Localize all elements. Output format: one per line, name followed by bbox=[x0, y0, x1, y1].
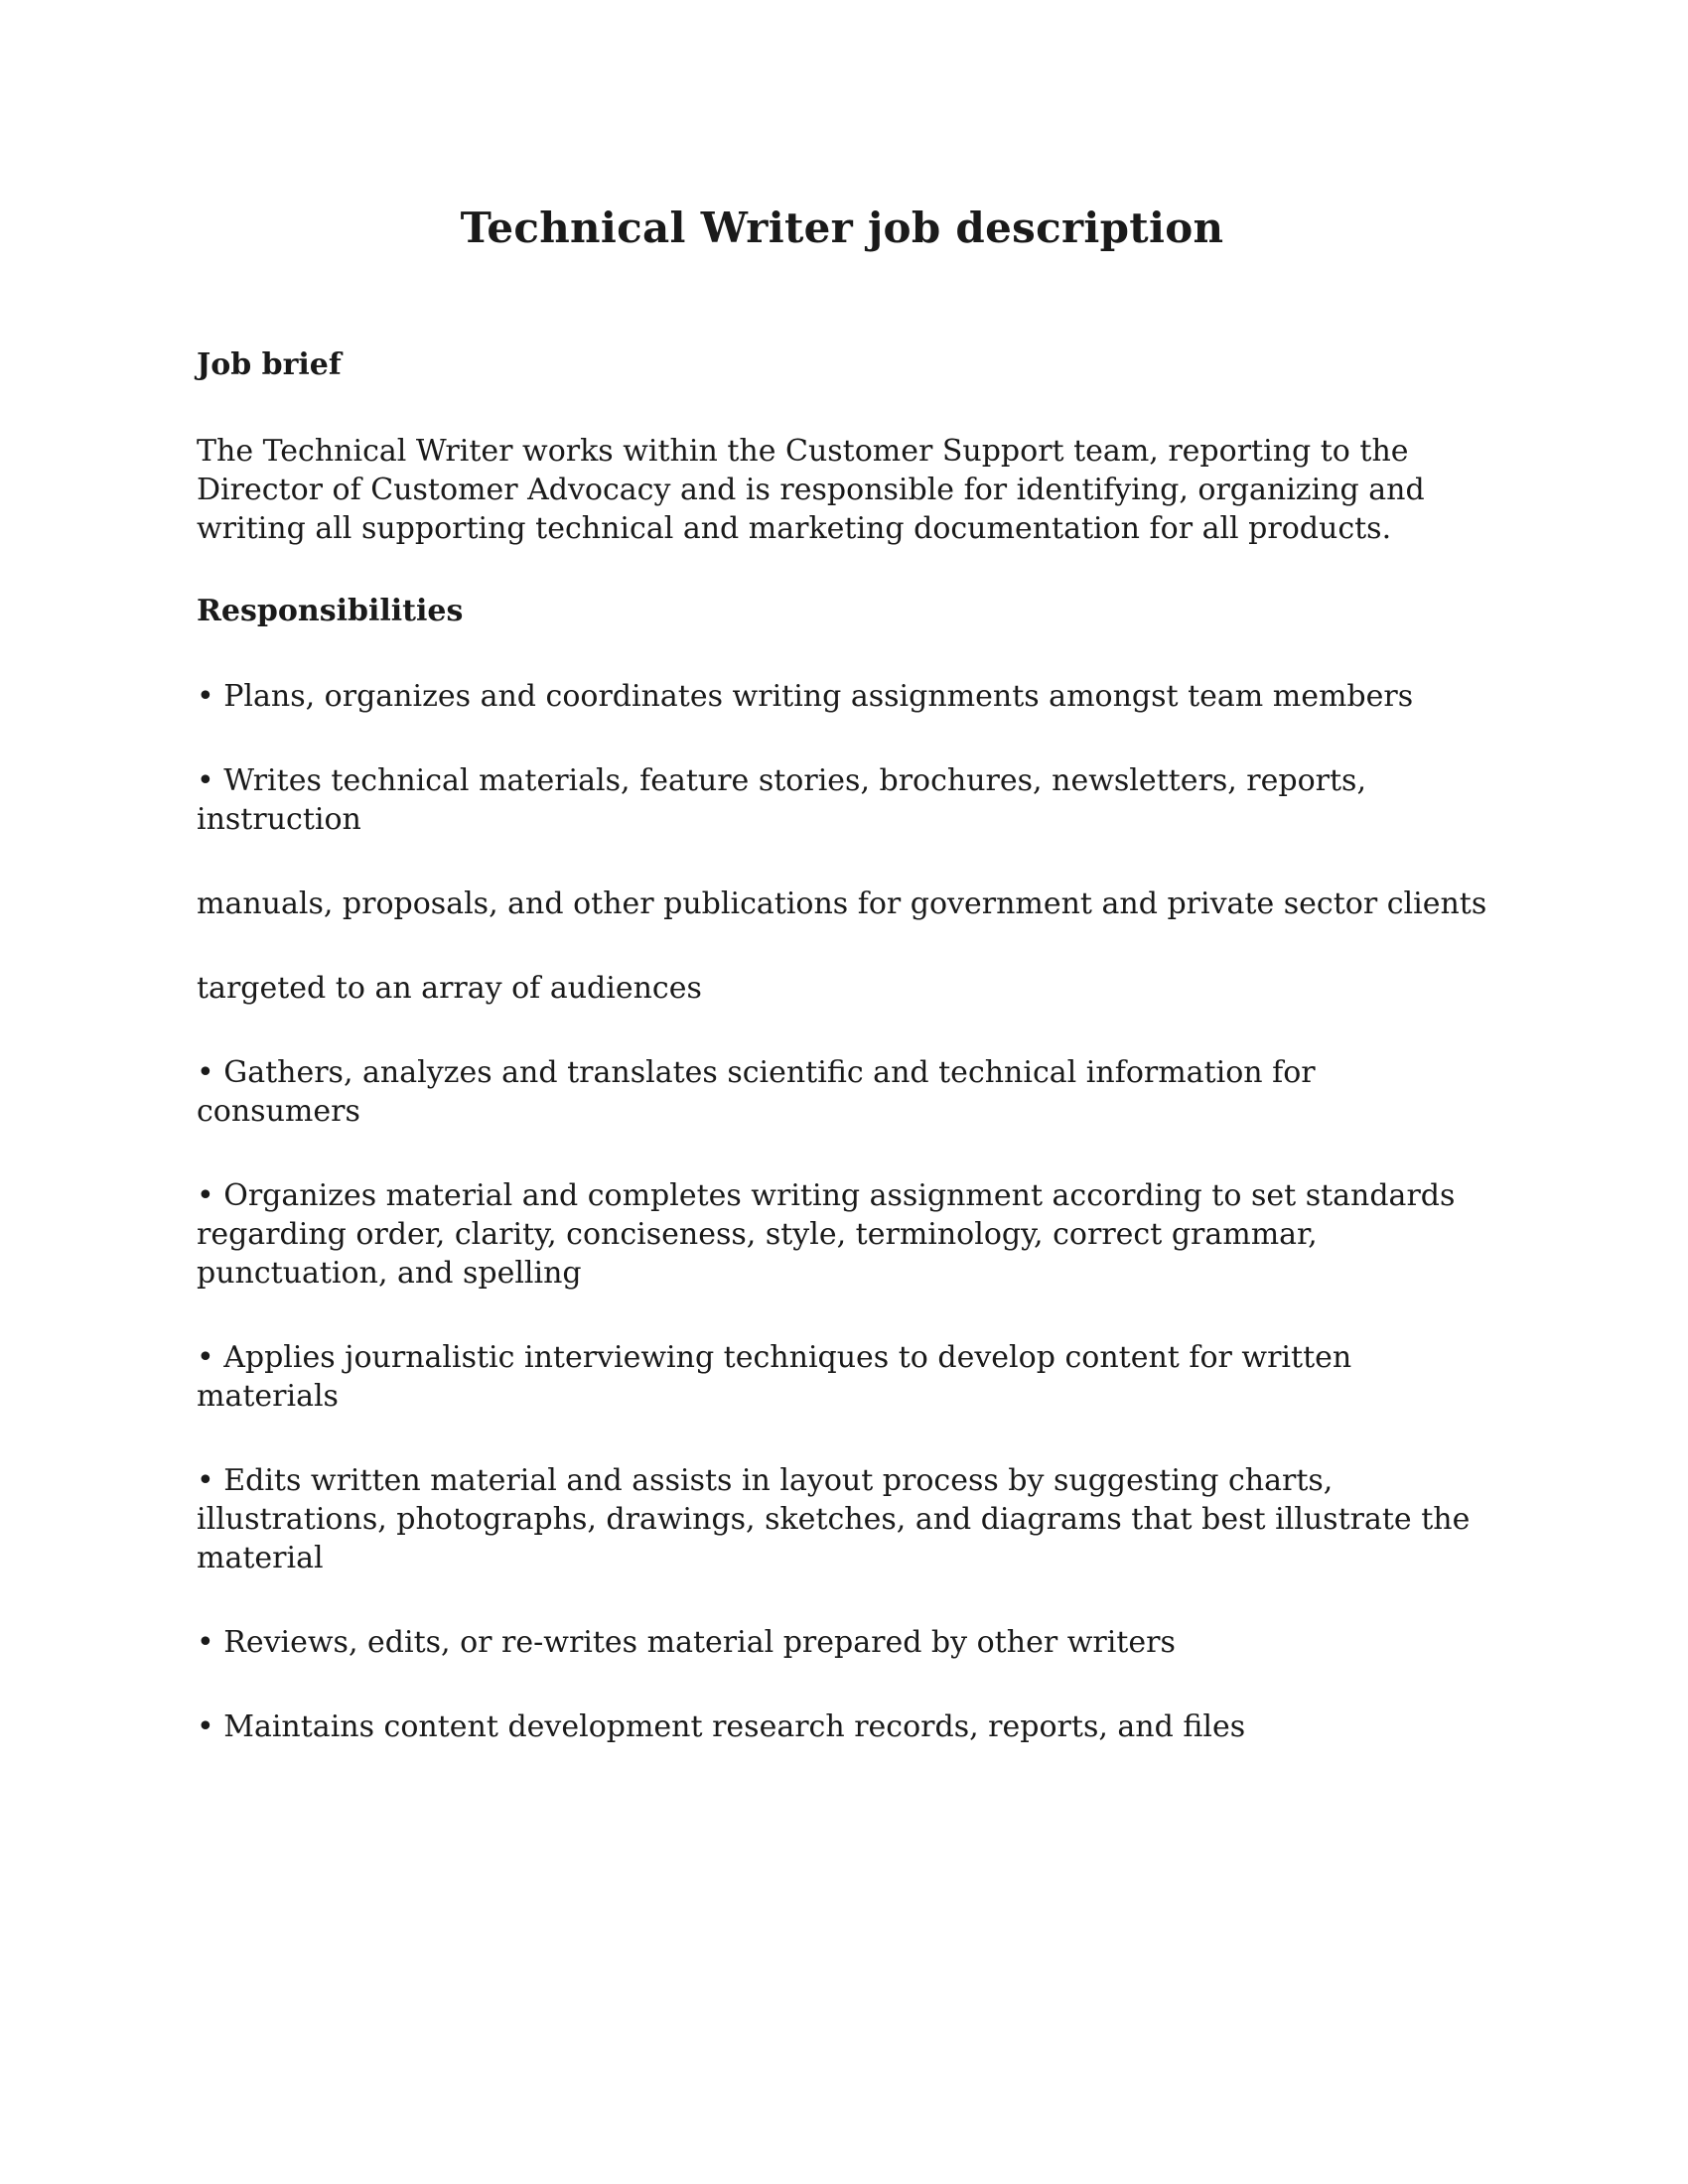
job-brief-paragraph: The Technical Writer works within the Customer Support team, reporting to the Director of Customer Advocacy and is responsible for identifying, organizing and writing all supporting technical and marketing documentation for all products. bbox=[197, 434, 1425, 546]
responsibilities-heading: Responsibilities bbox=[197, 594, 464, 628]
document-title: Technical Writer job description bbox=[460, 204, 1224, 252]
responsibility-item: manuals, proposals, and other publications for government and private sector clients bbox=[197, 887, 1487, 921]
document-page bbox=[197, 199, 1487, 1792]
responsibilities-list bbox=[197, 677, 1487, 1746]
job-brief-heading: Job brief bbox=[197, 347, 342, 382]
responsibility-item: targeted to an array of audiences bbox=[197, 971, 702, 1006]
responsibility-item: • Gathers, analyzes and translates scientific and technical information for consumers bbox=[197, 1055, 1316, 1129]
responsibility-item: • Organizes material and completes writing assignment according to set standards regarding order, clarity, conciseness, style, terminology, correct grammar, punctuation, and spelling bbox=[197, 1178, 1456, 1291]
responsibility-item: • Applies journalistic interviewing techniques to develop content for written materials bbox=[197, 1340, 1352, 1414]
responsibility-item: • Plans, organizes and coordinates writing assignments amongst team members bbox=[197, 679, 1414, 714]
responsibility-item: • Reviews, edits, or re-writes material prepared by other writers bbox=[197, 1625, 1176, 1660]
responsibility-item: • Writes technical materials, feature stories, brochures, newsletters, reports, instruction bbox=[197, 763, 1366, 837]
responsibility-item: • Edits written material and assists in layout process by suggesting charts, illustrations, photographs, drawings, sketches, and diagrams that best illustrate the material bbox=[197, 1463, 1471, 1575]
responsibility-item: • Maintains content development research records, reports, and files bbox=[197, 1709, 1246, 1744]
